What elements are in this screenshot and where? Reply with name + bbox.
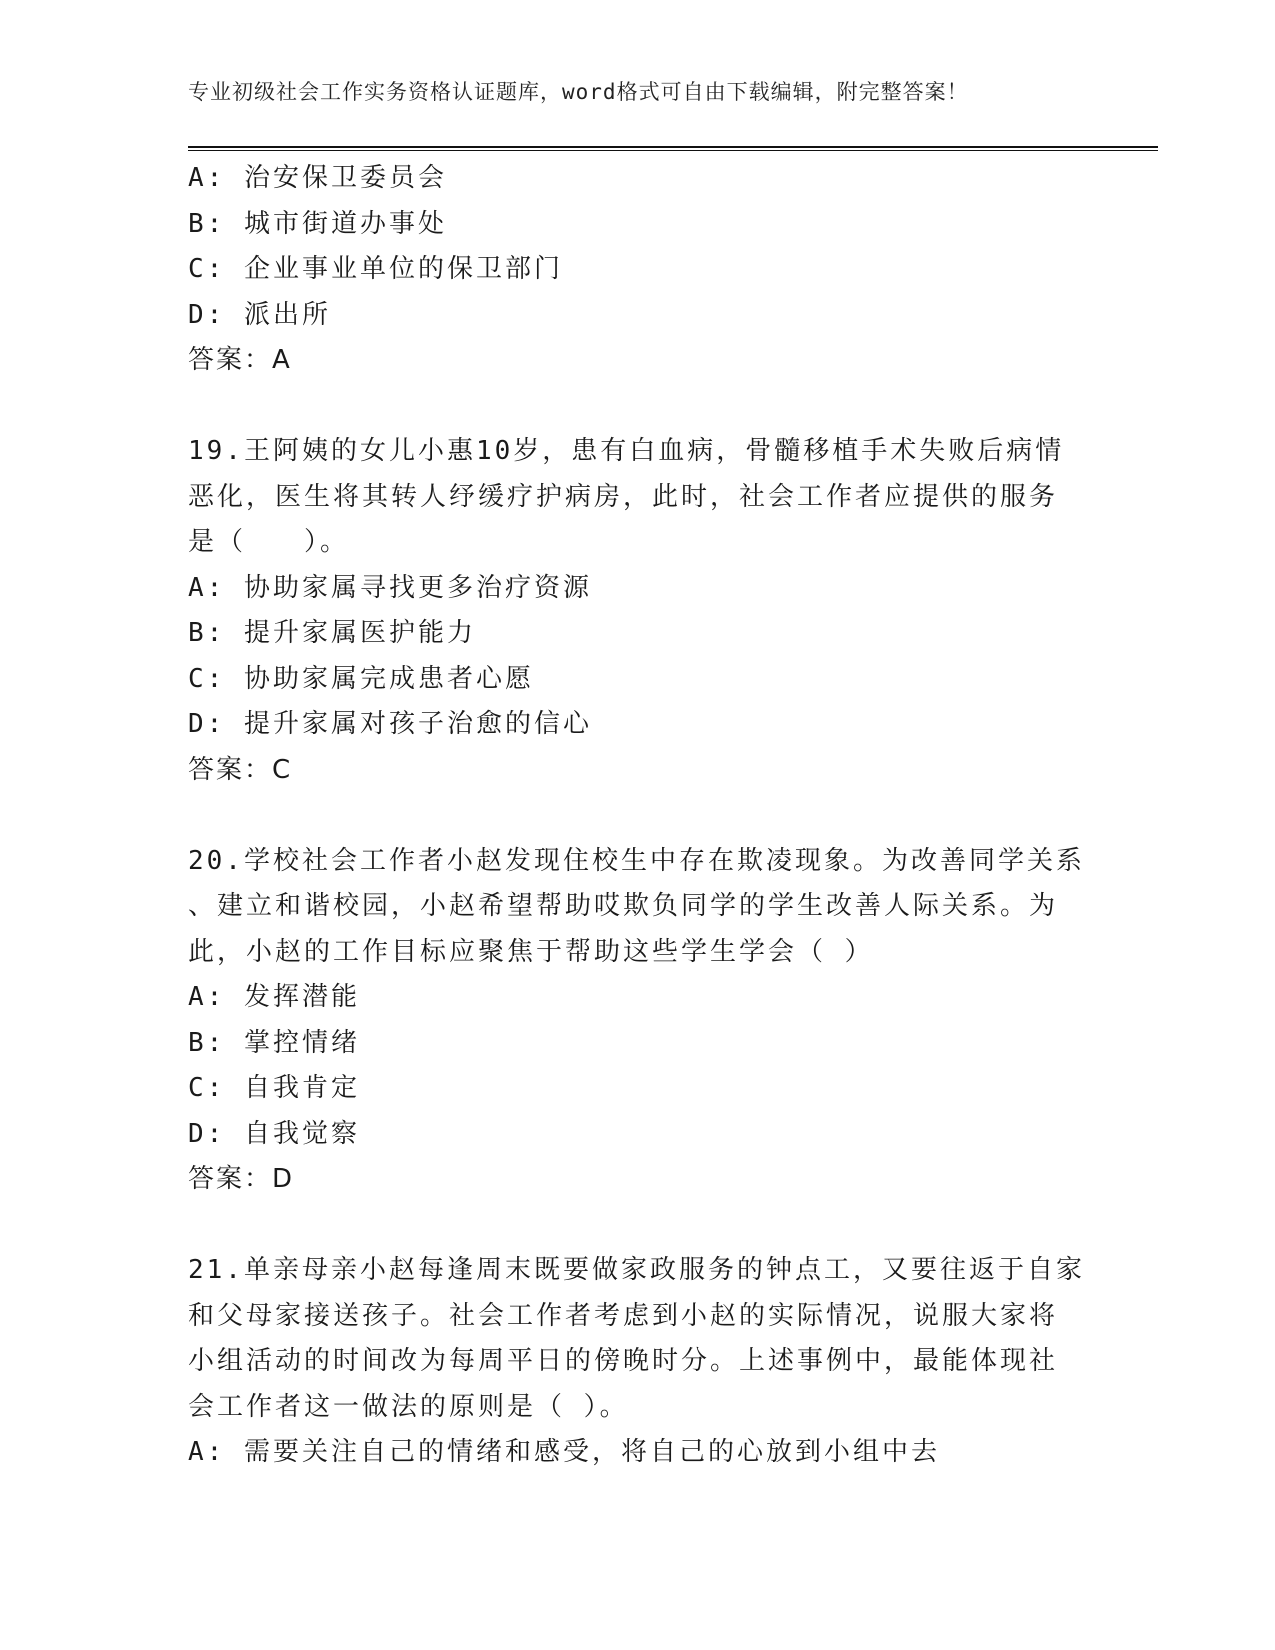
option-d: D: 自我觉察	[188, 1118, 360, 1149]
question-stem-line: 20.学校社会工作者小赵发现住校生中存在欺凌现象。为改善同学关系	[188, 845, 1085, 876]
header-divider	[188, 146, 1158, 151]
option-c: C: 协助家属完成患者心愿	[188, 663, 534, 694]
question-21	[188, 1248, 1088, 1476]
spacer	[188, 384, 1088, 430]
option-a: A: 发挥潜能	[188, 982, 360, 1012]
question-stem-line: 此，小赵的工作目标应聚焦于帮助这些学生学会（ ）	[188, 936, 874, 967]
question-19	[188, 429, 1088, 793]
question-stem-line: 19.王阿姨的女儿小惠10岁，患有白血病，骨髓移植手术失败后病情	[188, 436, 1065, 466]
question-stem-line: 和父母家接送孩子。社会工作者考虑到小赵的实际情况，说服大家将	[188, 1300, 1059, 1331]
question-stem-line: 、建立和谐校园，小赵希望帮助哎欺负同学的学生改善人际关系。为	[188, 891, 1059, 921]
question-20	[188, 839, 1088, 1203]
answer-line: 答案：C	[188, 754, 293, 785]
page-header: 专业初级社会工作实务资格认证题库，word格式可自由下载编辑，附完整答案！	[188, 80, 969, 104]
answer-line: 答案：A	[188, 345, 292, 375]
option-c: C: 自我肯定	[188, 1073, 360, 1103]
question-stem-line: 21.单亲母亲小赵每逢周末既要做家政服务的钟点工，又要往返于自家	[188, 1255, 1085, 1285]
question-stem-line: 会工作者这一做法的原则是（ ）。	[188, 1391, 629, 1422]
option-b: B: 掌控情绪	[188, 1027, 360, 1058]
option-d: D: 派出所	[188, 299, 331, 330]
question-18	[188, 156, 1088, 384]
option-a: A: 治安保卫委员会	[188, 163, 447, 193]
question-stem-line: 是（ ）。	[188, 527, 350, 557]
option-d: D: 提升家属对孩子治愈的信心	[188, 709, 592, 739]
answer-line: 答案：D	[188, 1164, 295, 1194]
option-b: B: 提升家属医护能力	[188, 618, 476, 648]
question-stem-line: 恶化，医生将其转人纾缓疗护病房，此时，社会工作者应提供的服务	[188, 481, 1059, 512]
option-c: C: 企业事业单位的保卫部门	[188, 254, 563, 284]
spacer	[188, 1203, 1088, 1249]
question-list	[188, 156, 1088, 1476]
option-a: A: 协助家属寻找更多治疗资源	[188, 572, 592, 603]
option-b: B: 城市街道办事处	[188, 208, 447, 239]
spacer	[188, 793, 1088, 839]
option-a: A: 需要关注自己的情绪和感受，将自己的心放到小组中去	[188, 1437, 940, 1467]
question-stem-line: 小组活动的时间改为每周平日的傍晚时分。上述事例中，最能体现社	[188, 1346, 1059, 1376]
